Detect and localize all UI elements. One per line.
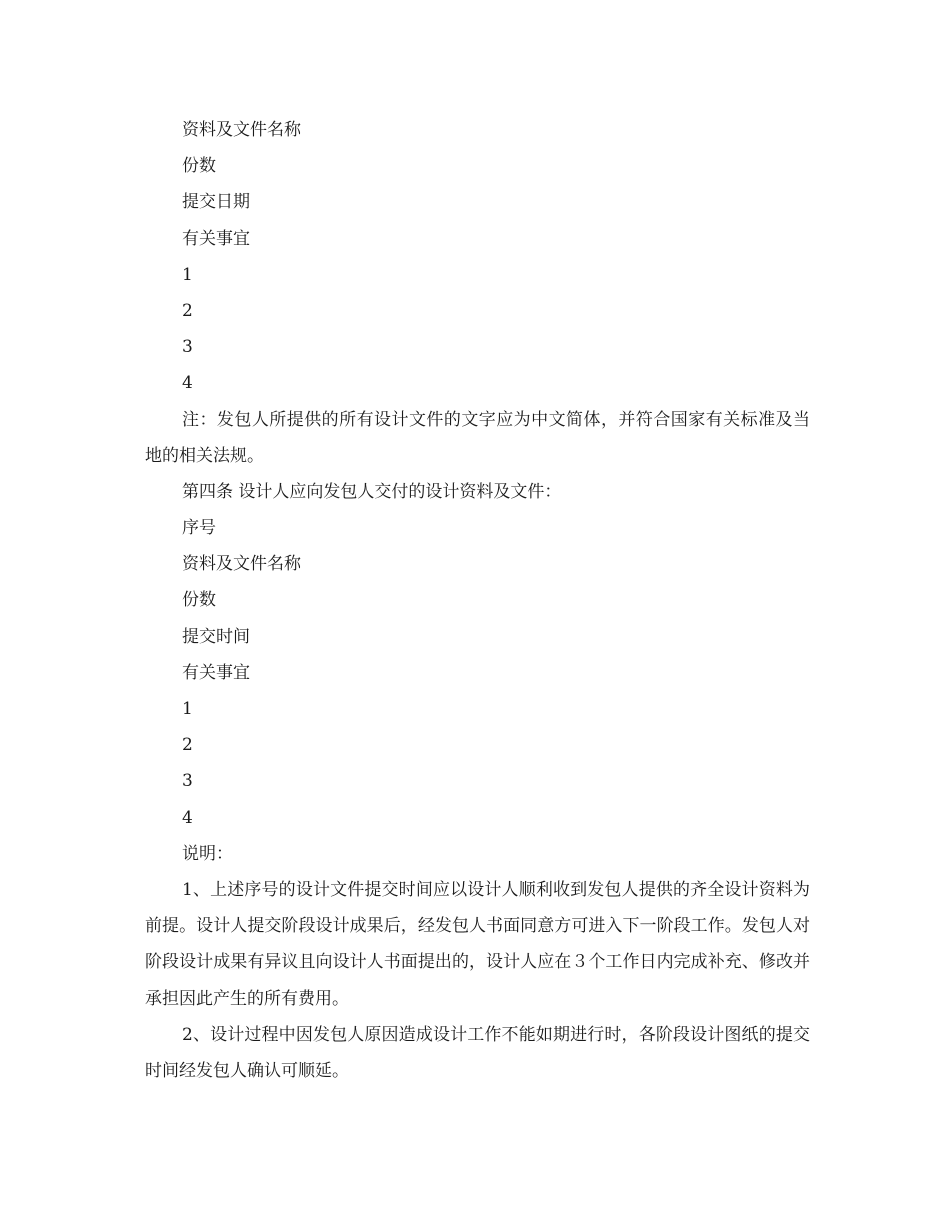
table2-row-number: 4: [182, 807, 193, 828]
table1-header-matters: 有关事宜: [182, 228, 250, 249]
table1-header-date: 提交日期: [182, 192, 250, 213]
table1-header-name: 资料及文件名称: [182, 120, 301, 140]
table2-row-number: 3: [182, 771, 193, 792]
table1-row-number: 4: [182, 373, 193, 394]
table2-row-number: 1: [182, 699, 193, 720]
table2-header-copies: 份数: [182, 590, 216, 611]
explanation-paragraph-2: 2、设计过程中因发包人原因造成设计工作不能如期进行时，各阶段设计图纸的提交时间经发包人确认可顺延。: [145, 1024, 810, 1081]
table2-header-time: 提交时间: [182, 626, 250, 647]
article4-title: 第四条 设计人应向发包人交付的设计资料及文件：: [182, 481, 562, 502]
table1-row-number: 2: [182, 300, 193, 321]
table2-header-name: 资料及文件名称: [182, 554, 301, 575]
table1-row-number: 3: [182, 337, 193, 358]
table1-header-copies: 份数: [182, 156, 216, 177]
document-body: [145, 112, 810, 1089]
table2-header-matters: 有关事宜: [182, 662, 250, 683]
explanation-paragraph-1: 1、上述序号的设计文件提交时间应以设计人顺利收到发包人提供的齐全设计资料为前提。设计人提交阶段设计成果后，经发包人书面同意方可进入下一阶段工作。发包人对阶段设计成果有异议且向设计人书面提出的，设计人应在３个工作日内完成补充、修改并承担因此产生的所有费用。: [145, 879, 810, 1009]
table2-header-number: 序号: [182, 518, 216, 539]
note-paragraph: 注：发包人所提供的所有设计文件的文字应为中文简体，并符合国家有关标准及当地的相关法规。: [145, 409, 810, 466]
table2-row-number: 2: [182, 735, 193, 756]
table1-row-number: 1: [182, 264, 193, 285]
explanation-title: 说明：: [182, 843, 233, 864]
